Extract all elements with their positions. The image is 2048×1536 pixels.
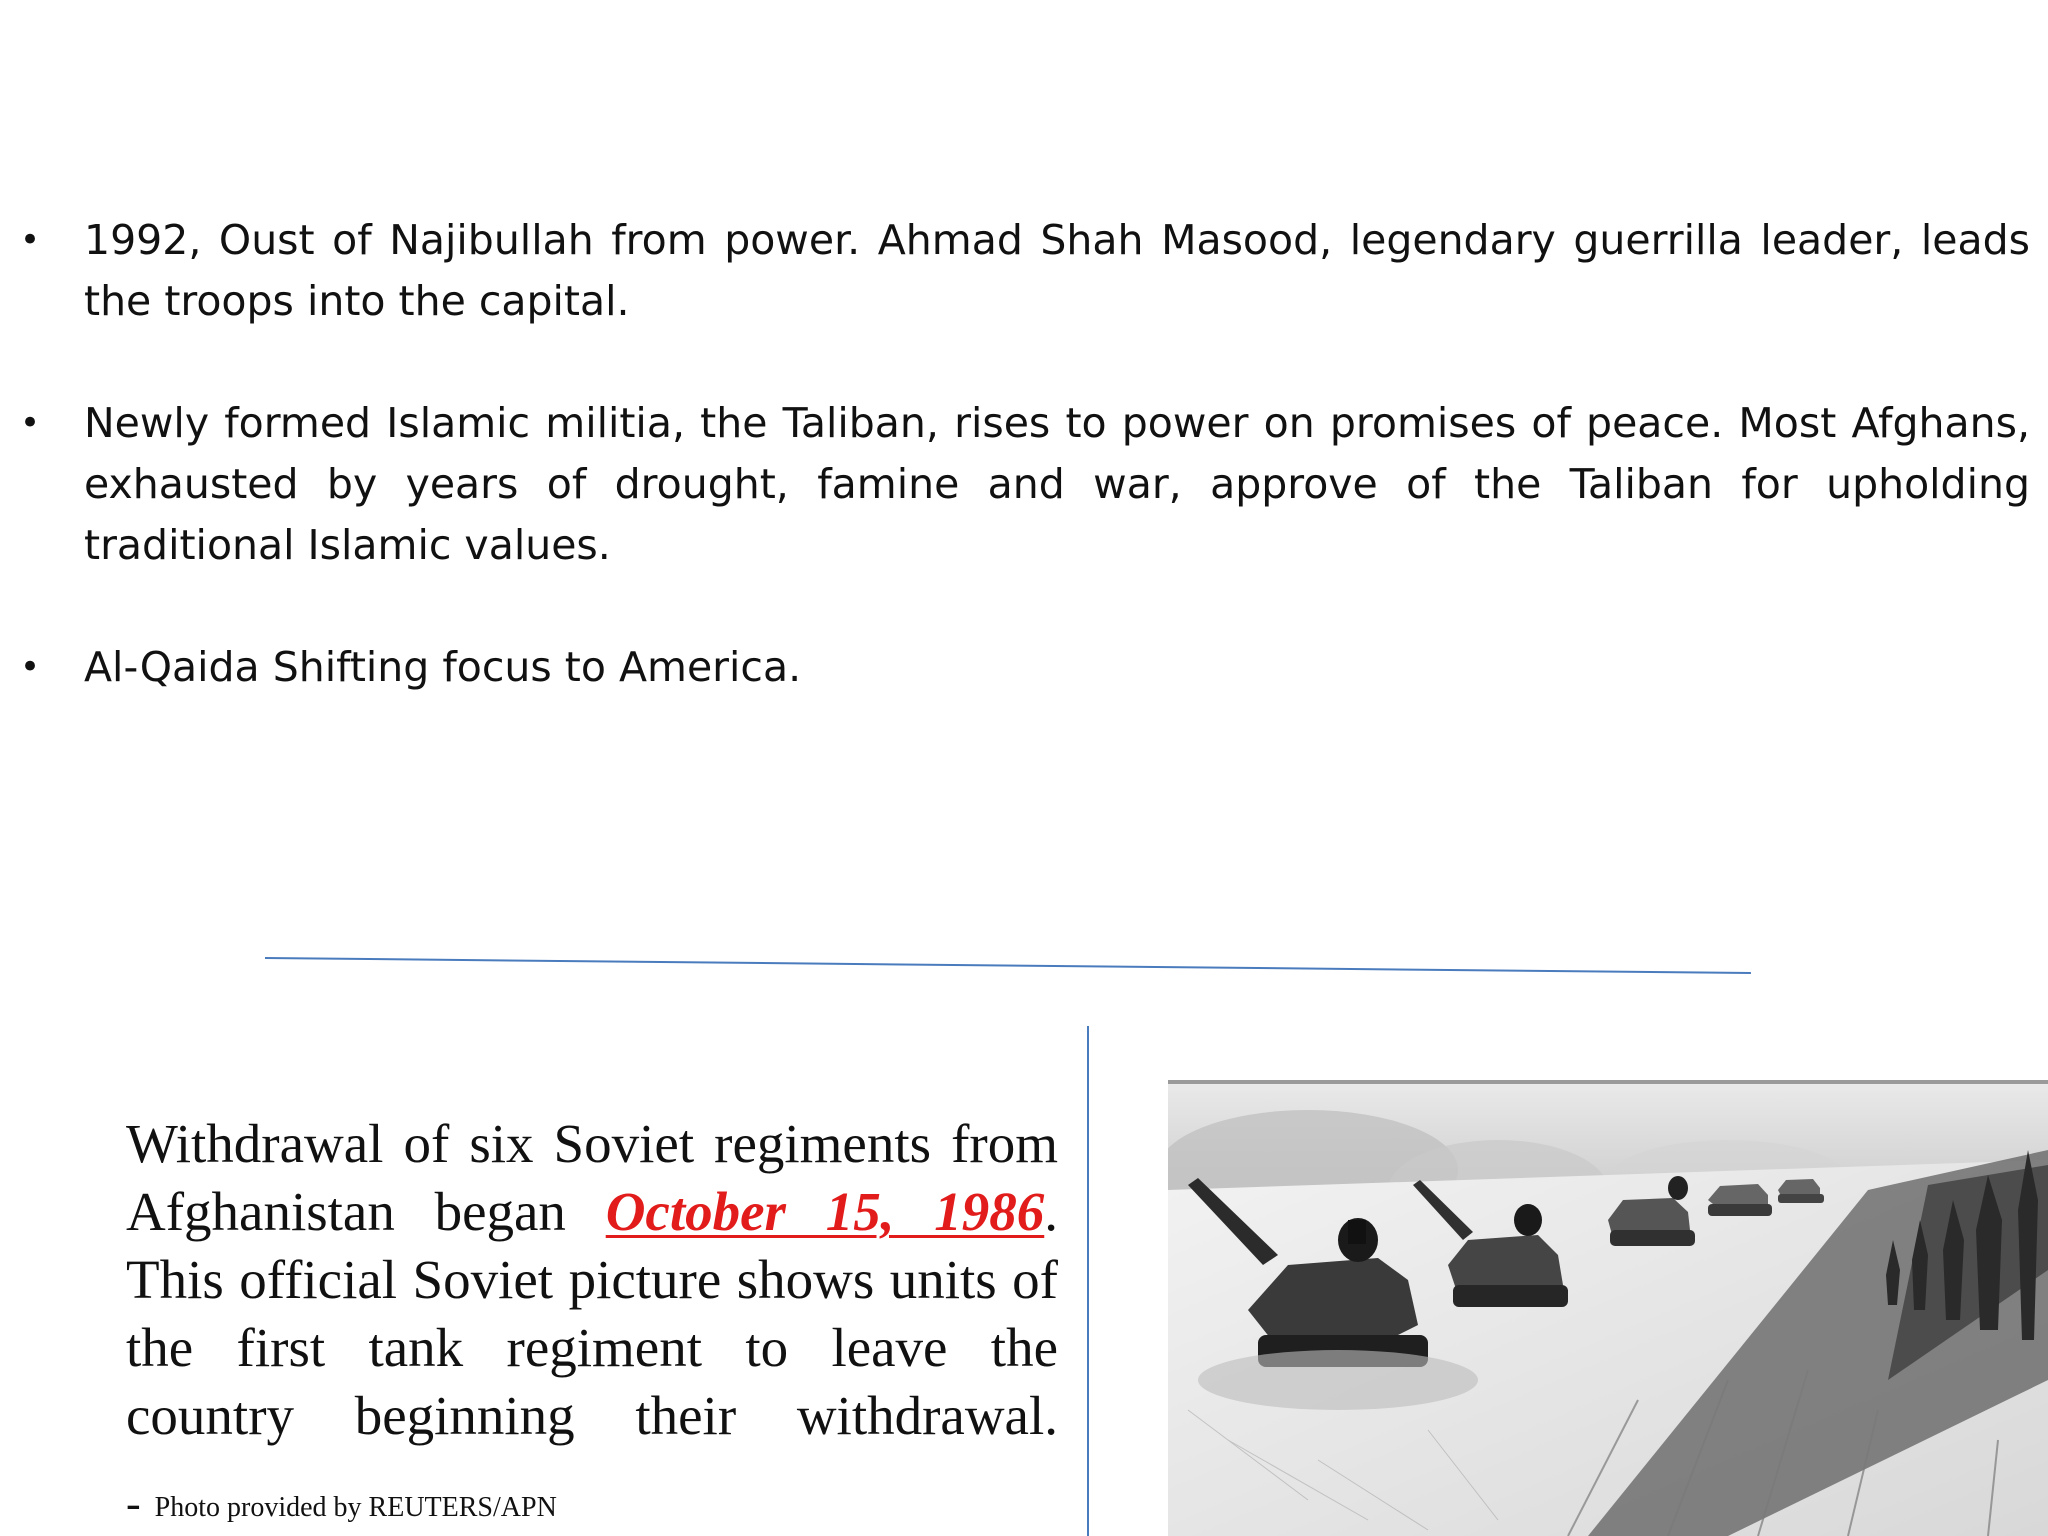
bullet-text: 1992, Oust of Najibullah from power. Ahmad Shah Masood, legendary guerrilla leader, leads the troops into the capital. — [84, 216, 2030, 325]
caption-date: October 15, 1986 — [605, 1181, 1045, 1242]
tank-column-photo — [1168, 1080, 2048, 1536]
bullet-marker: • — [20, 220, 41, 260]
bullet-item-taliban — [20, 393, 2030, 576]
bullet-marker: • — [20, 647, 41, 687]
credit-dash: - — [126, 1479, 141, 1528]
caption-after: . This official Soviet picture shows units of the first tank regiment to leave the country beginning their withdrawal. — [126, 1181, 1058, 1446]
bullet-item-al-qaida — [20, 637, 2030, 698]
caption-before: Withdrawal of six Soviet regiments from Afghanistan began — [126, 1113, 1058, 1242]
photo-credit — [126, 1478, 557, 1529]
horizontal-divider — [265, 957, 1751, 974]
bullet-text: Newly formed Islamic militia, the Taliban, rises to power on promises of peace. Most Afghans, exhausted by years of drought, famine and war, approve of the Taliban for upholding traditional Islamic values. — [84, 399, 2030, 569]
bullet-marker: • — [20, 403, 41, 443]
bullet-item-1992 — [20, 210, 2030, 332]
credit-text: Photo provided by REUTERS/APN — [154, 1492, 557, 1523]
bullet-list — [20, 210, 2030, 759]
photo-caption — [126, 1110, 1058, 1450]
vertical-divider — [1087, 1026, 1089, 1536]
bullet-text: Al-Qaida Shifting focus to America. — [84, 643, 802, 691]
